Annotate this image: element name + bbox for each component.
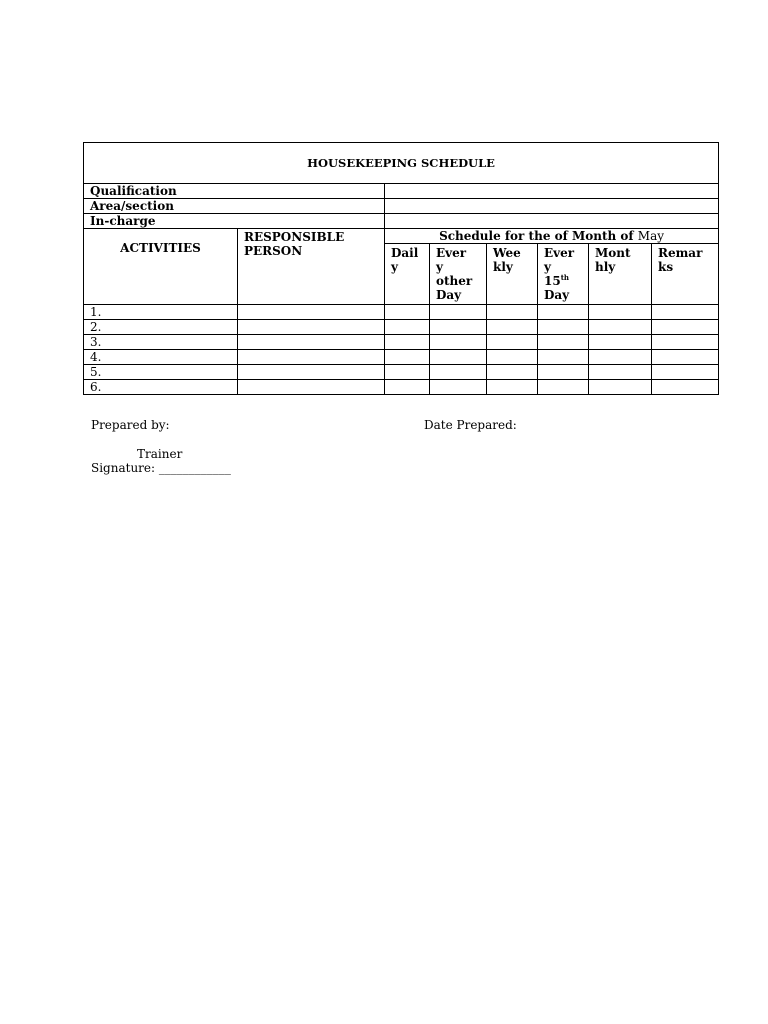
table-cell[interactable] — [589, 320, 652, 335]
table-cell[interactable] — [238, 335, 385, 350]
area-section-value[interactable] — [385, 199, 719, 214]
housekeeping-schedule-table — [83, 142, 719, 395]
table-cell[interactable] — [430, 320, 487, 335]
table-cell[interactable] — [487, 320, 538, 335]
every15-text: Ever y 15 — [544, 246, 575, 288]
table-cell[interactable] — [487, 380, 538, 395]
table-row — [84, 350, 719, 365]
table-cell[interactable] — [238, 320, 385, 335]
schedule-form — [83, 142, 718, 395]
table-cell[interactable] — [430, 380, 487, 395]
table-cell[interactable] — [652, 380, 719, 395]
table-cell[interactable] — [385, 380, 430, 395]
schedule-prefix: Schedule for the of Month of — [439, 229, 638, 243]
form-title: HOUSEKEEPING SCHEDULE — [84, 143, 719, 184]
table-cell[interactable] — [538, 320, 589, 335]
monthly-header: Mont hly — [589, 244, 652, 305]
trainer-label: Trainer — [137, 447, 183, 461]
table-cell[interactable] — [385, 365, 430, 380]
table-cell[interactable] — [487, 335, 538, 350]
table-cell[interactable] — [589, 335, 652, 350]
table-cell[interactable] — [238, 365, 385, 380]
table-cell[interactable] — [538, 305, 589, 320]
row-number: 6. — [84, 380, 238, 395]
date-prepared-label: Date Prepared: — [424, 418, 517, 432]
prepared-by-label: Prepared by: — [91, 418, 170, 432]
table-cell[interactable] — [238, 305, 385, 320]
responsible-line1: RESPONSIBLE — [244, 230, 345, 244]
table-row — [84, 305, 719, 320]
every15-day: Day — [544, 288, 570, 302]
row-number: 4. — [84, 350, 238, 365]
table-cell[interactable] — [652, 320, 719, 335]
responsible-person-header — [238, 229, 385, 305]
table-cell[interactable] — [385, 335, 430, 350]
table-cell[interactable] — [589, 305, 652, 320]
weekly-header: Wee kly — [487, 244, 538, 305]
table-cell[interactable] — [487, 365, 538, 380]
table-cell[interactable] — [589, 380, 652, 395]
every-15th-day-header — [538, 244, 589, 305]
table-cell[interactable] — [652, 365, 719, 380]
area-section-label: Area/section — [84, 199, 385, 214]
responsible-line2: PERSON — [244, 244, 303, 258]
table-cell[interactable] — [589, 365, 652, 380]
table-cell[interactable] — [652, 305, 719, 320]
activities-header: ACTIVITIES — [84, 229, 238, 305]
table-cell[interactable] — [430, 335, 487, 350]
table-cell[interactable] — [430, 305, 487, 320]
schedule-month: May — [637, 229, 665, 243]
row-number: 5. — [84, 365, 238, 380]
table-cell[interactable] — [385, 305, 430, 320]
table-row — [84, 320, 719, 335]
every-other-day-header: Ever y other Day — [430, 244, 487, 305]
table-cell[interactable] — [652, 350, 719, 365]
table-cell[interactable] — [385, 320, 430, 335]
table-cell[interactable] — [430, 365, 487, 380]
table-cell[interactable] — [538, 380, 589, 395]
table-cell[interactable] — [538, 365, 589, 380]
signature-line[interactable]: Signature: ____________ — [91, 461, 231, 475]
row-number: 2. — [84, 320, 238, 335]
table-cell[interactable] — [238, 380, 385, 395]
qualification-value[interactable] — [385, 184, 719, 199]
in-charge-label: In-charge — [84, 214, 385, 229]
table-cell[interactable] — [538, 335, 589, 350]
table-cell[interactable] — [589, 350, 652, 365]
table-row — [84, 380, 719, 395]
schedule-month-header — [385, 229, 719, 244]
table-cell[interactable] — [652, 335, 719, 350]
table-cell[interactable] — [538, 350, 589, 365]
table-cell[interactable] — [487, 305, 538, 320]
in-charge-value[interactable] — [385, 214, 719, 229]
table-cell[interactable] — [238, 350, 385, 365]
remarks-header: Remar ks — [652, 244, 719, 305]
table-cell[interactable] — [487, 350, 538, 365]
table-cell[interactable] — [385, 350, 430, 365]
row-number: 3. — [84, 335, 238, 350]
table-row — [84, 365, 719, 380]
row-number: 1. — [84, 305, 238, 320]
table-cell[interactable] — [430, 350, 487, 365]
every15-sup: th — [560, 273, 570, 282]
qualification-label: Qualification — [84, 184, 385, 199]
daily-header: Dail y — [385, 244, 430, 305]
table-row — [84, 335, 719, 350]
